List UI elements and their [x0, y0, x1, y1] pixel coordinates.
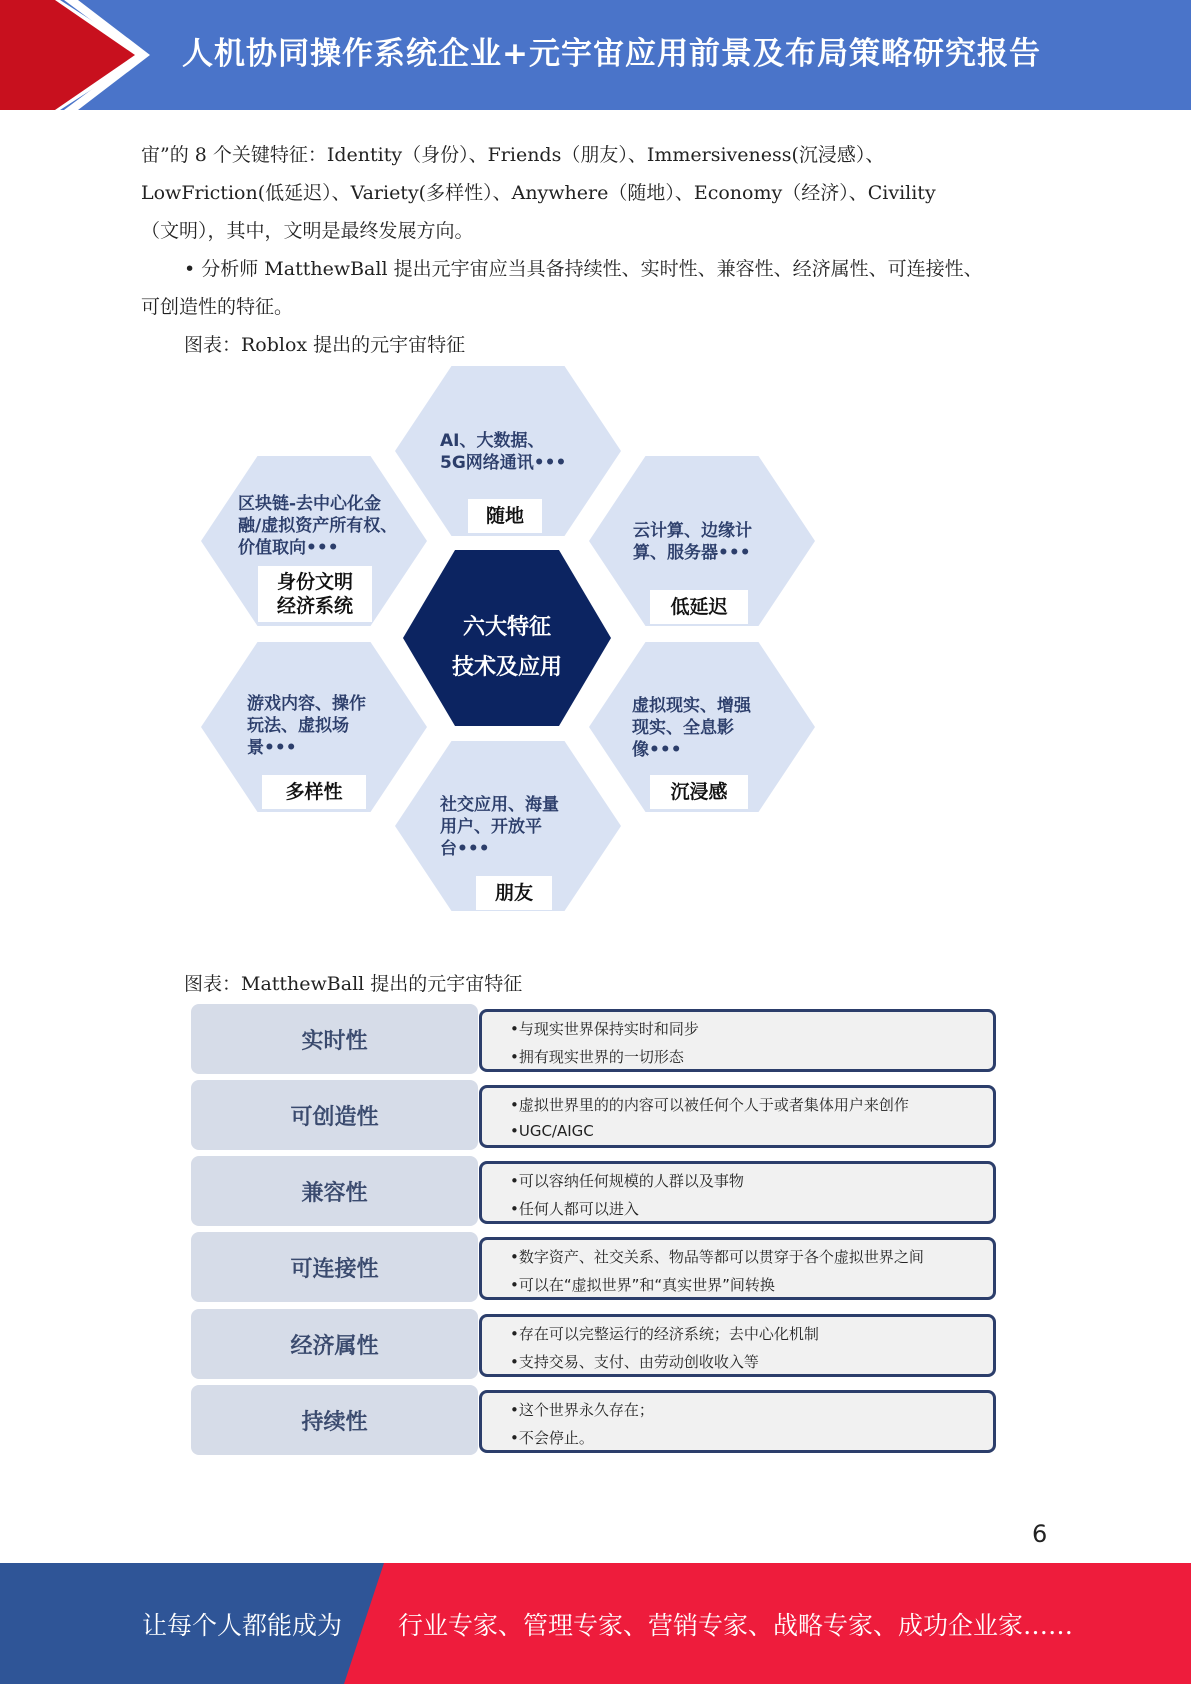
feature-name-cell: 经济属性: [191, 1309, 478, 1379]
hexagon-upper-left-label: 身份文明 经济系统: [258, 566, 372, 622]
feature-description-line: •这个世界永久存在；: [510, 1401, 654, 1419]
feature-description-cell: [479, 1161, 996, 1224]
body-paragraph-line: LowFriction(低延迟）、Variety(多样性）、Anywhere（随地）、Economy（经济）、Civility: [141, 182, 936, 204]
feature-description-cell: [479, 1009, 996, 1072]
hexagon-lower-left-text: 游戏内容、操作 玩法、虚拟场 景•••: [247, 694, 366, 758]
feature-description-cell: [479, 1085, 996, 1148]
feature-name-cell: 兼容性: [191, 1156, 478, 1226]
page-number: 6: [1032, 1520, 1048, 1548]
hexagon-upper-left-text: 区块链-去中心化金 融/虚拟资产所有权、 价值取向•••: [238, 494, 398, 558]
footer-slogan-right: 行业专家、管理专家、营销专家、战略专家、成功企业家……: [398, 1611, 1074, 1640]
feature-description-cell: [479, 1390, 996, 1453]
feature-description-line: •数字资产、社交关系、物品等都可以贯穿于各个虚拟世界之间: [510, 1248, 924, 1266]
feature-description-line: •支持交易、支付、由劳动创收收入等: [510, 1353, 759, 1371]
body-paragraph-line: 宙”的 8 个关键特征：Identity（身份）、Friends（朋友）、Immersiveness(沉浸感）、: [141, 144, 885, 166]
figure-caption: 图表：Roblox 提出的元宇宙特征: [184, 334, 466, 356]
feature-description-line: •任何人都可以进入: [510, 1200, 639, 1218]
hexagon-lower-left-label: 多样性: [262, 775, 366, 809]
feature-name-cell: 持续性: [191, 1385, 478, 1455]
feature-name-cell: 实时性: [191, 1004, 478, 1074]
hexagon-upper-right-text: 云计算、边缘计 算、服务器•••: [633, 521, 752, 563]
feature-name-cell: 可连接性: [191, 1232, 478, 1302]
feature-description-line: •可以在“虚拟世界”和“真实世界”间转换: [510, 1276, 775, 1294]
hexagon-bottom-text: 社交应用、海量 用户、开放平 台•••: [440, 795, 559, 859]
hexagon-top-text: AI、大数据、 5G网络通讯•••: [440, 431, 567, 473]
hexagon-top-label: 随地: [468, 499, 542, 533]
feature-description-line: •不会停止。: [510, 1429, 594, 1447]
hexagon-lower-right-text: 虚拟现实、增强 现实、全息影 像•••: [632, 696, 751, 760]
feature-description-line: •拥有现实世界的一切形态: [510, 1048, 684, 1066]
header-title: 人机协同操作系统企业+元宇宙应用前景及布局策略研究报告: [182, 36, 1041, 72]
body-paragraph-line: （文明），其中，文明是最终发展方向。: [141, 220, 474, 242]
header-arrow-decoration: [0, 0, 160, 110]
feature-description-line: •UGC/AIGC: [510, 1122, 594, 1140]
bullet-paragraph-line: • 分析师 MatthewBall 提出元宇宙应当具备持续性、实时性、兼容性、经济属性、可连接性、: [184, 258, 983, 280]
hexagon-center-line1: 六大特征: [462, 615, 551, 640]
hexagon-lower-right-label: 沉浸感: [650, 775, 748, 809]
hexagon-center-line2: 技术及应用: [451, 655, 562, 680]
feature-description-line: •可以容纳任何规模的人群以及事物: [510, 1172, 744, 1190]
footer-slogan-left: 让每个人都能成为: [142, 1611, 343, 1640]
hexagon-bottom-label: 朋友: [476, 876, 552, 910]
header-bar: [0, 0, 1191, 110]
body-paragraph-line: 可创造性的特征。: [141, 296, 294, 318]
feature-description-cell: [479, 1314, 996, 1377]
feature-description-line: •与现实世界保持实时和同步: [510, 1020, 699, 1038]
feature-description-line: •虚拟世界里的的内容可以被任何个人于或者集体用户来创作: [510, 1096, 909, 1114]
feature-description-cell: [479, 1237, 996, 1300]
figure-caption: 图表：MatthewBall 提出的元宇宙特征: [184, 973, 523, 995]
feature-description-line: •存在可以完整运行的经济系统；去中心化机制: [510, 1325, 819, 1343]
hexagon-upper-right-label: 低延迟: [650, 590, 748, 624]
feature-name-cell: 可创造性: [191, 1080, 478, 1150]
